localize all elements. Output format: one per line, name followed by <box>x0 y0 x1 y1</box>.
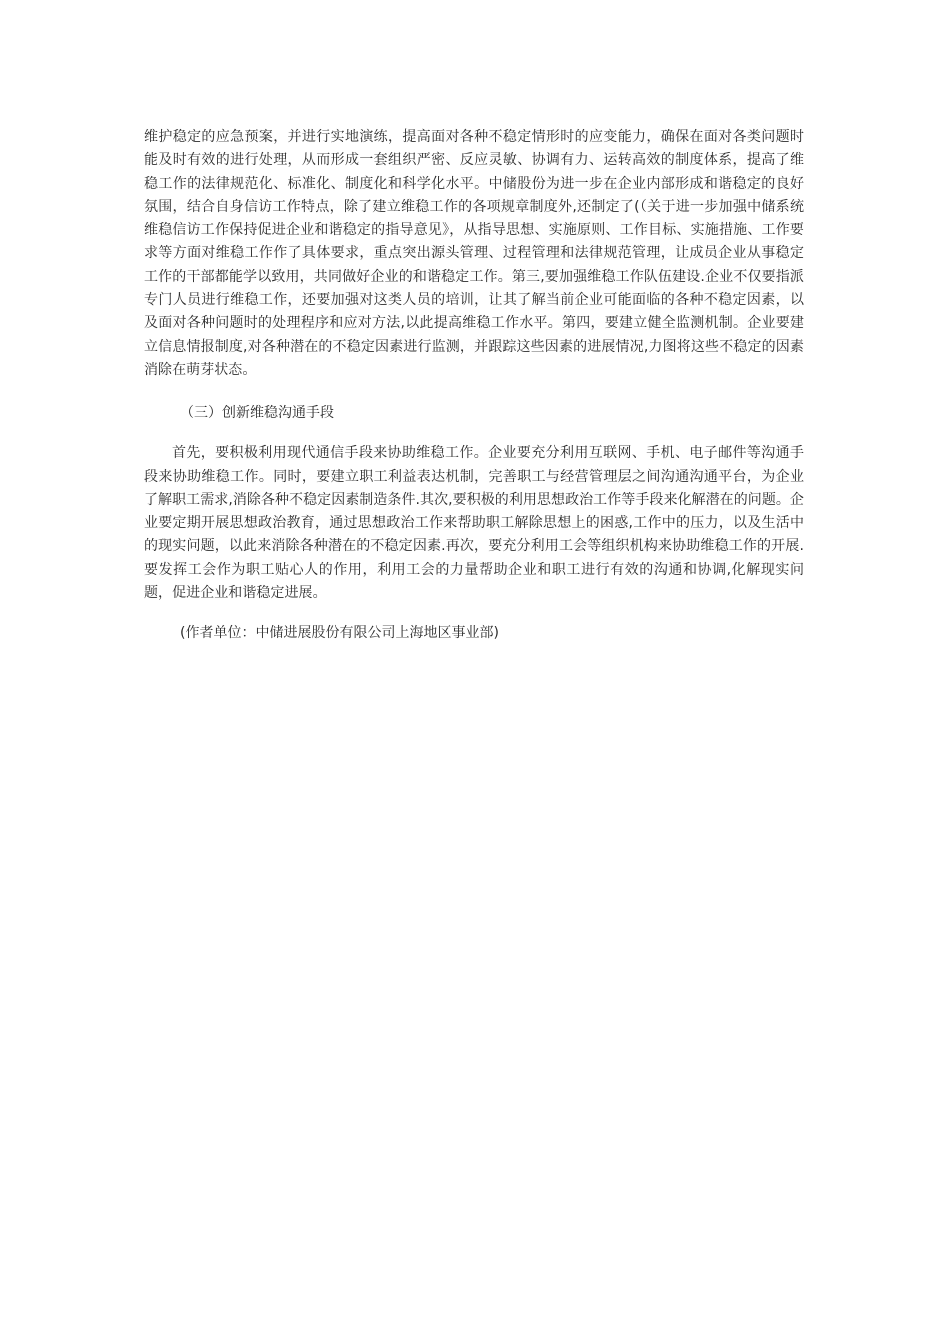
author-affiliation: (作者单位：中储进展股份有限公司上海地区事业部) <box>180 625 499 642</box>
document-body <box>144 126 804 645</box>
paragraph-spacer <box>144 425 804 442</box>
body-paragraph: 维护稳定的应急预案，并进行实地演练，提高面对各种不稳定情形时的应变能力，确保在面对各类问题时能及时有效的进行处理，从而形成一套组织严密、反应灵敏、协调有力、运转高效的制度体系，提高了维稳工作的法律规范化、标准化、制度化和科学化水平。中储股份为进一步在企业内部形成和谐稳定的良好氛围，结合自身信访工作特点，除了建立维稳工作的各项规章制度外,还制定了(（关于进一步加强中储系统维稳信访工作保持促进企业和谐稳定的指导意见》，从指导思想、实施原则、工作目标、实施措施、工作要求等方面对维稳工作作了具体要求，重点突出源头管理、过程管理和法律规范管理，让成员企业从事稳定工作的干部都能学以致用，共同做好企业的和谐稳定工作。第三,要加强维稳工作队伍建设.企业不仅要指派专门人员进行维稳工作，还要加强对这类人员的培训，让其了解当前企业可能面临的各种不稳定因素，以及面对各种问题时的处理程序和应对方法,以此提高维稳工作水平。第四，要建立健全监测机制。企业要建立信息情报制度,对各种潜在的不稳定因素进行监测，并跟踪这些因素的进展情况,力图将这些不稳定的因素消除在萌芽状态。 <box>144 129 804 378</box>
paragraph-spacer <box>144 605 804 622</box>
section-heading: （三）创新维稳沟通手段 <box>180 405 334 422</box>
paragraph-spacer <box>144 382 804 402</box>
body-paragraph: 首先，要积极利用现代通信手段来协助维稳工作。企业要充分利用互联网、手机、电子邮件等沟通手段来协助维稳工作。同时，要建立职工利益表达机制，完善职工与经营管理层之间沟通沟通平台，为企业了解职工需求,消除各种不稳定因素制造条件.其次,要积极的利用思想政治工作等手段来化解潜在的问题。企业要定期开展思想政治教育，通过思想政治工作来帮助职工解除思想上的困惑,工作中的压力，以及生活中的现实问题，以此来消除各种潜在的不稳定因素.再次，要充分利用工会等组织机构来协助维稳工作的开展.要发挥工会作为职工贴心人的作用，利用工会的力量帮助企业和职工进行有效的沟通和协调,化解现实问题，促进企业和谐稳定进展。 <box>144 445 804 602</box>
